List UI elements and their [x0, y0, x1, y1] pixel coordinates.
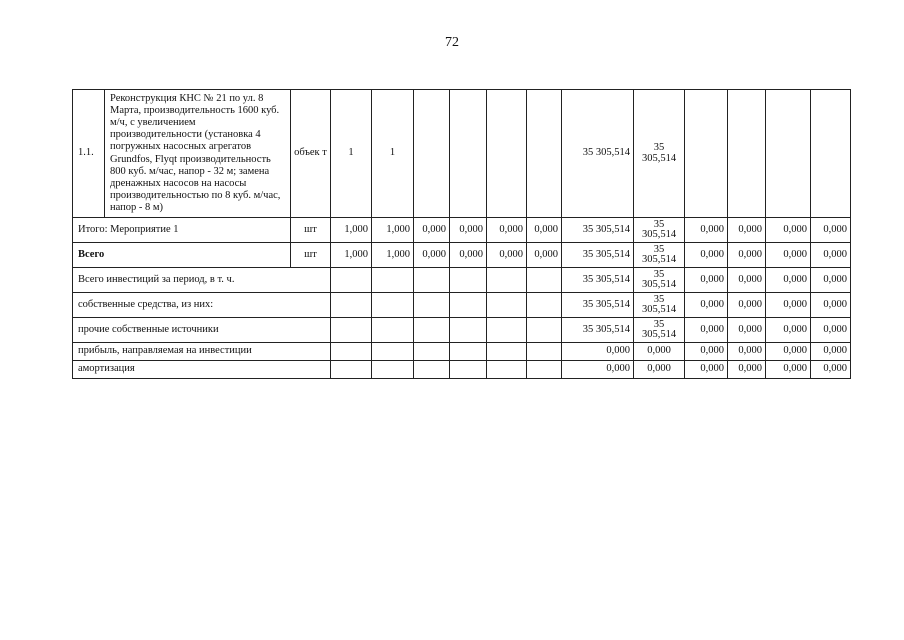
table-cell	[487, 361, 527, 379]
table-cell	[331, 318, 372, 343]
row-value: 0,000	[811, 343, 851, 361]
row-value: 0,000	[562, 343, 634, 361]
row-value: 0,000	[811, 361, 851, 379]
item-value-2: 1	[372, 90, 414, 218]
row-value: 0,000	[487, 243, 527, 268]
item-amount-2: 35 305,514	[634, 90, 685, 218]
row-value: 35 305,514	[634, 218, 685, 243]
row-label: Всего	[73, 243, 291, 268]
item-unit: объек т	[291, 90, 331, 218]
row-value: 0,000	[634, 343, 685, 361]
row-value: 0,000	[634, 361, 685, 379]
table-cell	[414, 293, 450, 318]
row-value: 35 305,514	[562, 243, 634, 268]
row-value: 0,000	[685, 361, 728, 379]
row-value: 35 305,514	[634, 318, 685, 343]
row-unit: шт	[291, 218, 331, 243]
row-unit: шт	[291, 243, 331, 268]
table-cell	[372, 268, 414, 293]
row-value: 0,000	[766, 343, 811, 361]
table-cell	[331, 361, 372, 379]
row-value: 0,000	[766, 318, 811, 343]
table-cell	[728, 90, 766, 218]
row-value: 0,000	[562, 361, 634, 379]
table-cell	[450, 361, 487, 379]
row-value: 1,000	[331, 243, 372, 268]
table-row-investment	[73, 343, 851, 361]
row-value: 0,000	[811, 243, 851, 268]
table-cell	[331, 268, 372, 293]
table-cell	[450, 343, 487, 361]
table-cell	[487, 268, 527, 293]
row-value: 0,000	[685, 218, 728, 243]
table-cell	[527, 268, 562, 293]
table-row-investment	[73, 268, 851, 293]
row-value: 0,000	[450, 218, 487, 243]
table-row-summary	[73, 243, 851, 268]
table-row-investment	[73, 318, 851, 343]
row-value: 0,000	[728, 268, 766, 293]
row-value: 0,000	[728, 361, 766, 379]
table-cell	[450, 90, 487, 218]
table-cell	[331, 293, 372, 318]
table-cell	[372, 318, 414, 343]
row-value: 0,000	[728, 243, 766, 268]
table-cell	[487, 293, 527, 318]
row-value: 0,000	[685, 293, 728, 318]
table-cell	[450, 293, 487, 318]
table-cell	[372, 361, 414, 379]
row-value: 0,000	[728, 218, 766, 243]
table-cell	[372, 343, 414, 361]
row-value: 0,000	[685, 343, 728, 361]
row-value: 0,000	[811, 268, 851, 293]
row-value: 0,000	[414, 243, 450, 268]
table-cell	[685, 90, 728, 218]
row-value: 1,000	[372, 243, 414, 268]
row-value: 0,000	[766, 268, 811, 293]
table-cell	[527, 361, 562, 379]
item-value-1: 1	[331, 90, 372, 218]
row-value: 0,000	[685, 243, 728, 268]
row-value: 0,000	[450, 243, 487, 268]
table-row-item	[73, 90, 851, 218]
table-cell	[487, 90, 527, 218]
table-cell	[527, 90, 562, 218]
table-cell	[450, 318, 487, 343]
row-value: 1,000	[331, 218, 372, 243]
row-value: 0,000	[811, 293, 851, 318]
row-value: 0,000	[685, 268, 728, 293]
row-value: 0,000	[685, 318, 728, 343]
row-value: 35 305,514	[562, 293, 634, 318]
row-value: 0,000	[766, 243, 811, 268]
row-value: 35 305,514	[562, 268, 634, 293]
row-label: Всего инвестиций за период, в т. ч.	[73, 268, 331, 293]
table-cell	[766, 90, 811, 218]
table-cell	[527, 343, 562, 361]
row-value: 35 305,514	[634, 268, 685, 293]
row-label: прочие собственные источники	[73, 318, 331, 343]
table-cell	[487, 343, 527, 361]
row-value: 0,000	[527, 218, 562, 243]
table-cell	[811, 90, 851, 218]
row-value: 35 305,514	[634, 293, 685, 318]
table-cell	[414, 90, 450, 218]
table-row-summary	[73, 218, 851, 243]
row-value: 0,000	[811, 218, 851, 243]
page-number: 72	[445, 35, 459, 50]
row-value: 0,000	[766, 293, 811, 318]
row-label: Итого: Мероприятие 1	[73, 218, 291, 243]
table-cell	[450, 268, 487, 293]
item-amount: 35 305,514	[562, 90, 634, 218]
table-cell	[414, 268, 450, 293]
table-row-investment	[73, 293, 851, 318]
table-cell	[414, 318, 450, 343]
row-value: 0,000	[527, 243, 562, 268]
table-cell	[414, 361, 450, 379]
row-value: 0,000	[414, 218, 450, 243]
row-value: 0,000	[728, 293, 766, 318]
row-label: амортизация	[73, 361, 331, 379]
row-value: 0,000	[811, 318, 851, 343]
table-row-investment	[73, 361, 851, 379]
table-cell	[487, 318, 527, 343]
row-value: 1,000	[372, 218, 414, 243]
table-cell	[527, 318, 562, 343]
row-value: 35 305,514	[562, 218, 634, 243]
table-cell	[414, 343, 450, 361]
table-cell	[331, 343, 372, 361]
row-label: собственные средства, из них:	[73, 293, 331, 318]
investment-table	[72, 89, 851, 379]
row-value: 0,000	[487, 218, 527, 243]
row-value: 0,000	[728, 318, 766, 343]
row-value: 0,000	[728, 343, 766, 361]
row-value: 35 305,514	[634, 243, 685, 268]
row-value: 0,000	[766, 361, 811, 379]
table-cell	[527, 293, 562, 318]
row-value: 35 305,514	[562, 318, 634, 343]
row-value: 0,000	[766, 218, 811, 243]
table-cell	[372, 293, 414, 318]
item-number: 1.1.	[73, 90, 105, 218]
item-description: Реконструкция КНС № 21 по ул. 8 Марта, производительность 1600 куб. м/ч, с увеличением производительности (установка 4 погружных насосных агрегатов Grundfos, Flyqt производительность 800 куб. м/час, напор - 32 м; замена дренажных насосов на насосы производительностью по 8 куб. м/час, напор - 8 м)	[105, 90, 291, 218]
row-label: прибыль, направляемая на инвестиции	[73, 343, 331, 361]
